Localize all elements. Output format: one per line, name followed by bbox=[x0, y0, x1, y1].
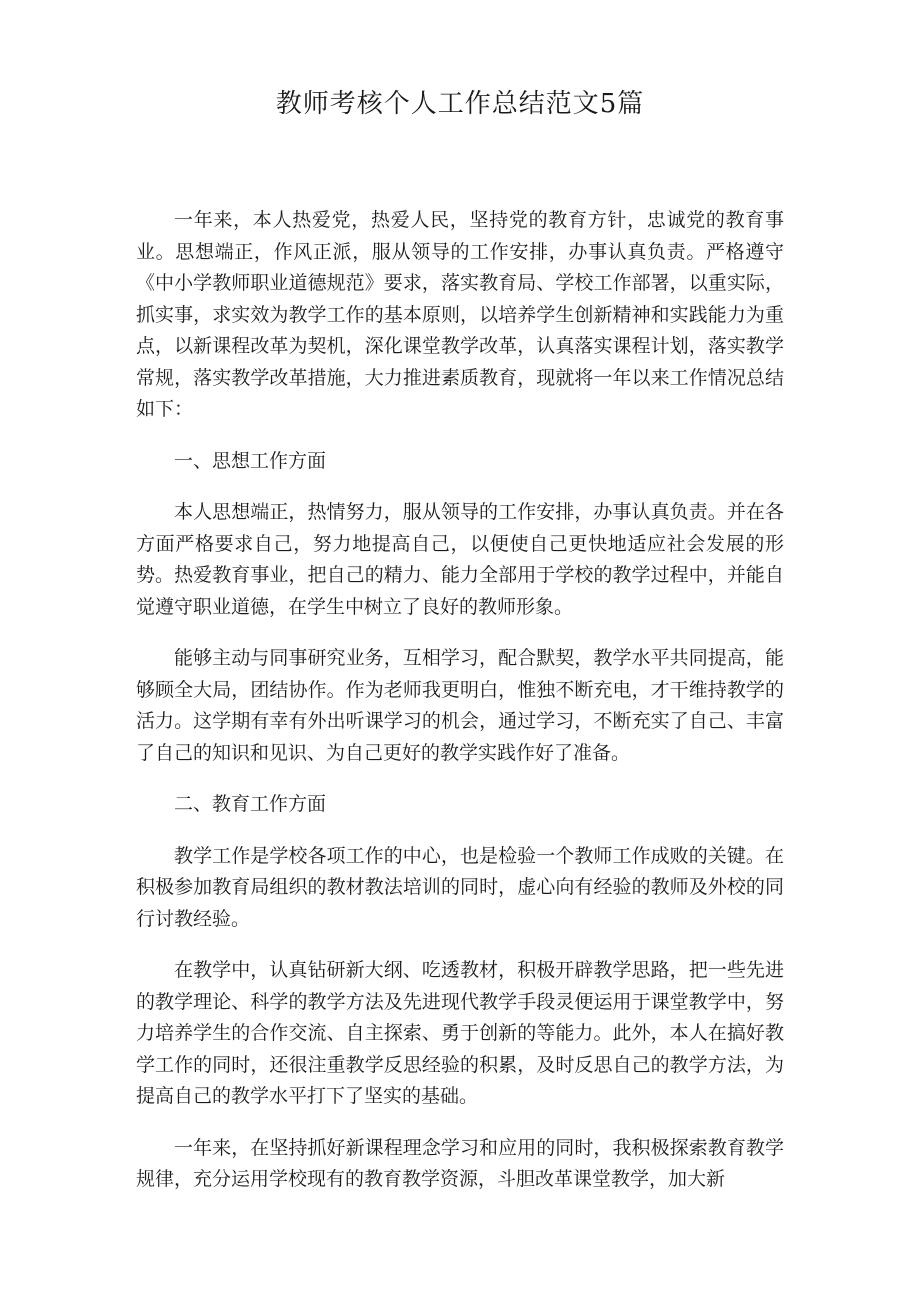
section-heading-ideology: 一、思想工作方面 bbox=[174, 449, 327, 472]
document-title: 教师考核个人工作总结范文5篇 bbox=[275, 89, 645, 119]
paragraph-ideology: 本人思想端正，热情努力，服从领导的工作安排，办事认真负责。并在各方面严格要求自己，努力地提高自己，以便使自己更快地适应社会发展的形势。热爱教育事业，把自己的精力、能力全部用于学校的教学过程中，并能自觉遵守职业道德，在学生中树立了良好的教师形象。 bbox=[136, 501, 784, 618]
paragraph-intro: 一年来，本人热爱党，热爱人民，坚持党的教育方针，忠诚党的教育事业。思想端正，作风正派，服从领导的工作安排，办事认真负责。严格遵守《中小学教师职业道德规范》要求，落实教育局、学校工作部署，以重实际，抓实事，求实效为教学工作的基本原则，以培养学生创新精神和实践能力为重点，以新课程改革为契机，深化课堂教学改革，认真落实课程计划，落实教学常规，落实教学改革措施，大力推进素质教育，现就将一年以来工作情况总结如下： bbox=[136, 209, 784, 420]
paragraph-teaching-center: 教学工作是学校各项工作的中心，也是检验一个教师工作成败的关键。在积极参加教育局组织的教材教法培训的同时，虚心向有经验的教师及外校的同行讨教经验。 bbox=[136, 844, 784, 930]
section-heading-education: 二、教育工作方面 bbox=[174, 793, 327, 815]
paragraph-cooperation: 能够主动与同事研究业务，互相学习，配合默契，教学水平共同提高，能够顾全大局，团结协作。作为老师我更明白，惟独不断充电，才干维持教学的活力。这学期有幸有外出听课学习的机会，通过学习，不断充实了自己、丰富了自己的知识和见识、为自己更好的教学实践作好了准备。 bbox=[136, 647, 784, 764]
paragraph-curriculum-reform: 一年来，在坚持抓好新课程理念学习和应用的同时，我积极探索教育教学规律，充分运用学校现有的教育教学资源，斗胆改革课堂教学，加大新 bbox=[136, 1136, 784, 1190]
document-body bbox=[136, 205, 784, 1196]
paragraph-teaching-method: 在教学中，认真钻研新大纲、吃透教材，积极开辟教学思路，把一些先进的教学理论、科学的教学方法及先进现代教学手段灵便运用于课堂教学中，努力培养学生的合作交流、自主探索、勇于创新的等能力。此外，本人在搞好教学工作的同时，还很注重教学反思经验的积累，及时反思自己的教学方法，为提高自己的教学水平打下了坚实的基础。 bbox=[136, 959, 784, 1107]
